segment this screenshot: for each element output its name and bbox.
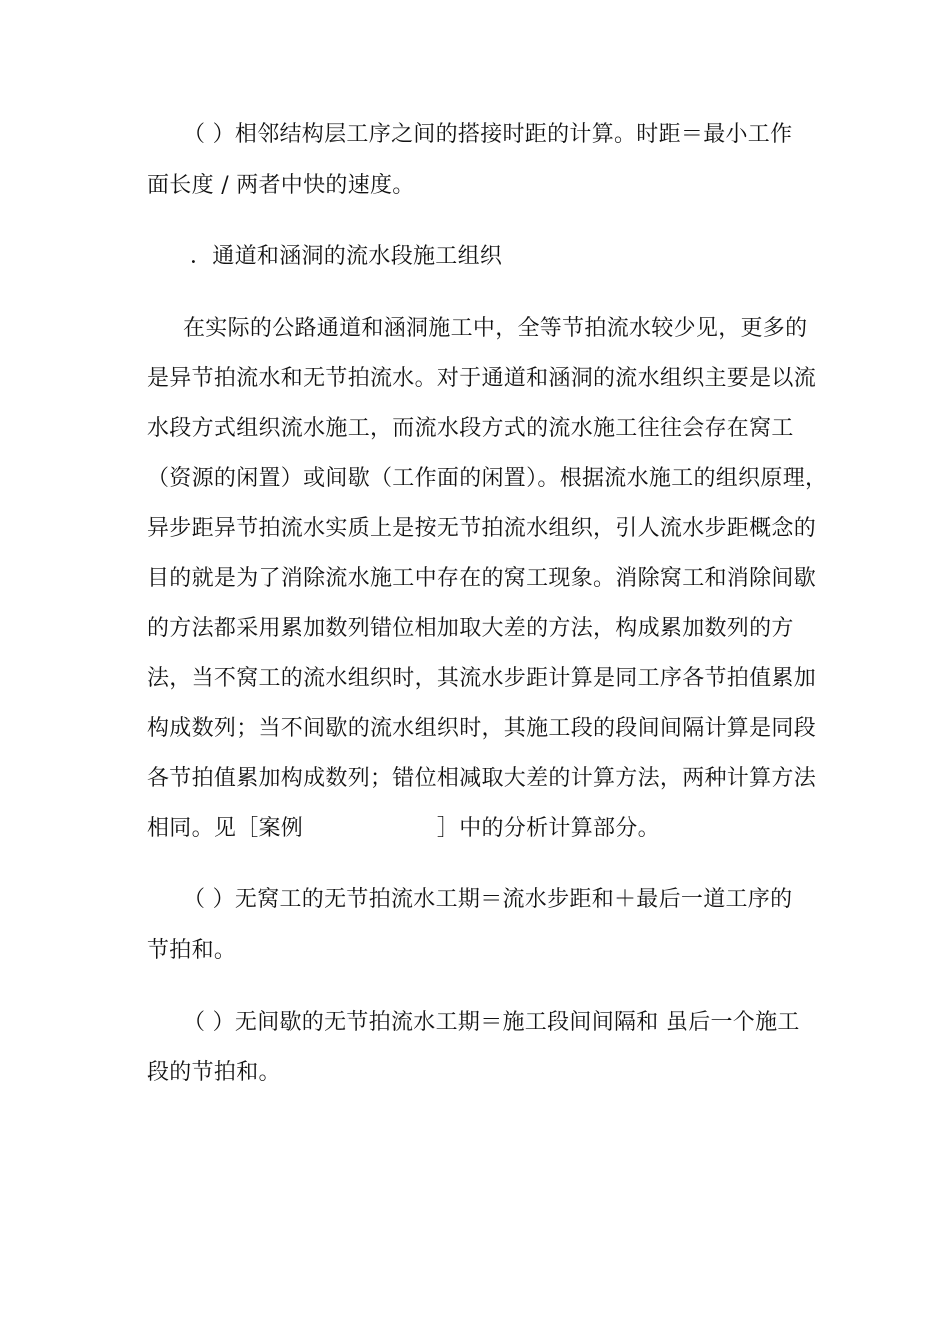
text-line: 法，当不窝工的流水组织时，其流水步距计算是同工序各节拍值累加 <box>147 666 817 691</box>
heading-line: ．通道和涵洞的流水段施工组织 <box>190 244 503 269</box>
text-line: 是异节拍流水和无节拍流水。对于通道和涵洞的流水组织主要是以流 <box>147 366 817 391</box>
text-line: 异步距异节拍流水实质上是按无节拍流水组织，引人流水步距概念的 <box>147 516 817 541</box>
text-line: 面长度 / 两者中快的速度。 <box>147 173 415 198</box>
text-line: 节拍和。 <box>147 938 237 963</box>
text-line: （资源的闲置）或间歇（工作面的闲置）。根据流水施工的组织原理， <box>147 466 828 491</box>
text-line: （ ）相邻结构层工序之间的搭接时距的计算。时距＝最小工作 <box>183 122 793 147</box>
text-line: 各节拍值累加构成数列；错位相减取大差的计算方法，两种计算方法 <box>147 766 817 791</box>
text-line: 水段方式组织流水施工，而流水段方式的流水施工往往会存在窝工 <box>147 416 794 441</box>
text-line: （ ）无间歇的无节拍流水工期＝施工段间间隔和 虽后一个施工 <box>183 1010 800 1035</box>
text-line: 构成数列；当不间歇的流水组织时，其施工段的段间间隔计算是同段 <box>147 716 817 741</box>
text-line: 段的节拍和。 <box>147 1060 281 1085</box>
text-line: 在实际的公路通道和涵洞施工中，全等节拍流水较少见，更多的 <box>183 316 808 341</box>
text-line: 相同。见［案例 ］中的分析计算部分。 <box>147 816 660 841</box>
text-line: （ ）无窝工的无节拍流水工期＝流水步距和＋最后一道工序的 <box>183 887 793 912</box>
text-line: 的方法都采用累加数列错位相加取大差的方法，构成累加数列的方 <box>147 616 794 641</box>
text-line: 目的就是为了消除流水施工中存在的窝工现象。消除窝工和消除间歇 <box>147 566 817 591</box>
